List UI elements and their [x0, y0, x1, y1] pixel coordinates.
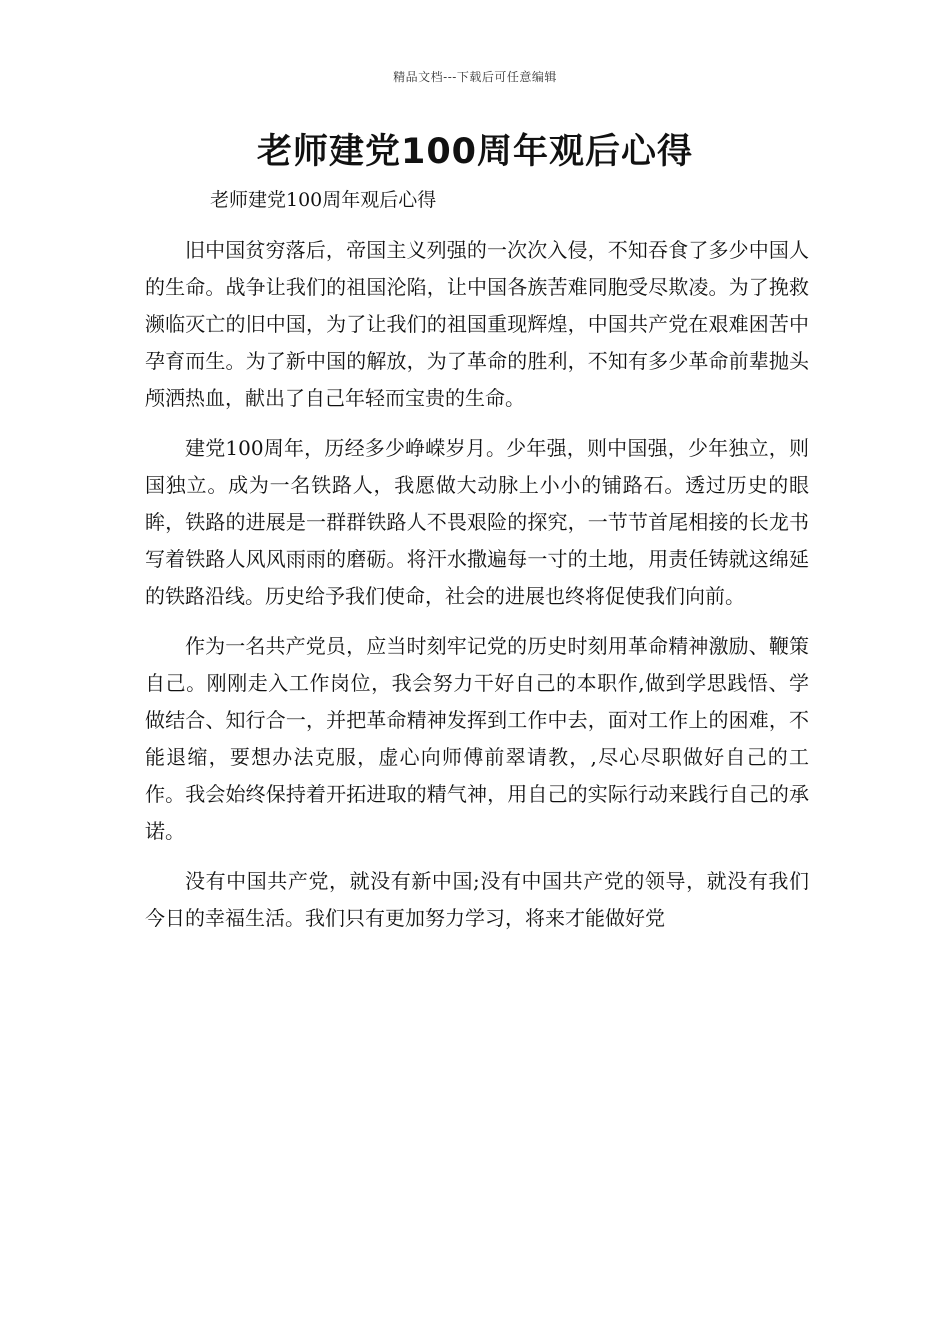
body-paragraph: 没有中国共产党，就没有新中国;没有中国共产党的领导，就没有我们今日的幸福生活。我们只有更加努力学习，将来才能做好党 — [145, 869, 809, 930]
page-title: 老师建党100周年观后心得 — [256, 132, 694, 172]
header-note: 精品文档---下载后可任意编辑 — [393, 70, 557, 84]
body-paragraph: 旧中国贫穷落后，帝国主义列强的一次次入侵，不知吞食了多少中国人的生命。战争让我们的祖国沦陷，让中国各族苦难同胞受尽欺凌。为了挽救濒临灭亡的旧中国，为了让我们的祖国重现辉煌，中国共产党在艰难困苦中孕育而生。为了新中国的解放，为了革命的胜利，不知有多少革命前辈抛头颅洒热血，献出了自己年轻而宝贵的生命。 — [145, 238, 809, 410]
page-subtitle: 老师建党100周年观后心得 — [210, 189, 437, 211]
document-body — [145, 232, 809, 950]
body-paragraph: 建党100周年，历经多少峥嵘岁月。少年强，则中国强，少年独立，则国独立。成为一名铁路人，我愿做大动脉上小小的铺路石。透过历史的眼眸，铁路的进展是一群群铁路人不畏艰险的探究，一节节首尾相接的长龙书写着铁路人风风雨雨的磨砺。将汗水撒遍每一寸的土地，用责任铸就这绵延的铁路沿线。历史给予我们使命，社会的进展也终将促使我们向前。 — [145, 436, 809, 608]
body-paragraph: 作为一名共产党员，应当时刻牢记党的历史时刻用革命精神激励、鞭策自己。刚刚走入工作岗位，我会努力干好自己的本职作,做到学思践悟、学做结合、知行合一，并把革命精神发挥到工作中去，面对工作上的困难，不能退缩，要想办法克服，虚心向师傅前翠请教，,尽心尽职做好自己的工作。我会始终保持着开拓进取的精气神，用自己的实际行动来践行自己的承诺。 — [145, 634, 809, 843]
